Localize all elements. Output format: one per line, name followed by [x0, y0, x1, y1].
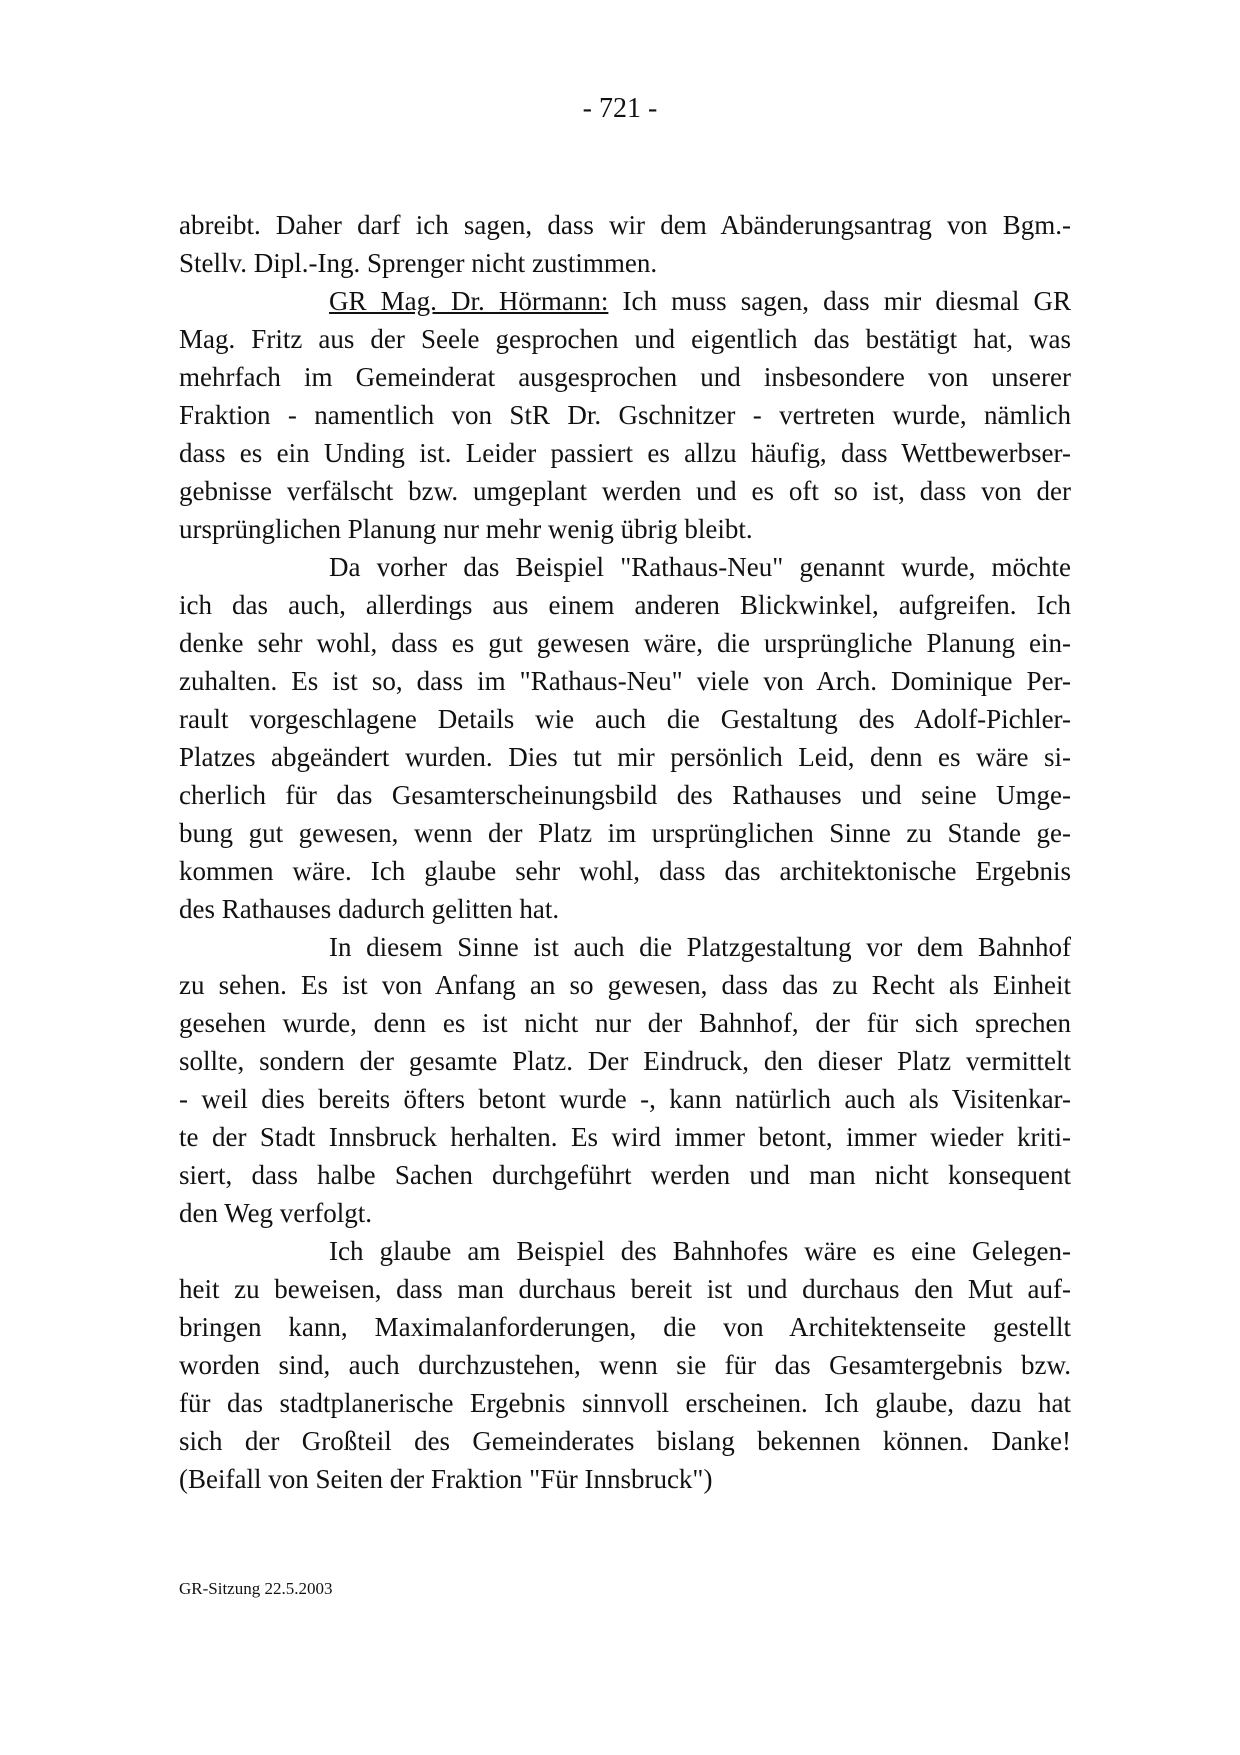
text-line: denke sehr wohl, dass es gut gewesen wäre, die ursprüngliche Planung ein- [179, 628, 1071, 658]
text-line: (Beifall von Seiten der Fraktion "Für Innsbruck") [179, 1464, 713, 1494]
speaker-line-text: Ich muss sagen, dass mir diesmal GR [608, 286, 1071, 316]
text-line: siert, dass halbe Sachen durchgeführt werden und man nicht konsequent [179, 1160, 1071, 1190]
text-line: rault vorgeschlagene Details wie auch die Gestaltung des Adolf-Pichler- [179, 704, 1071, 734]
text-line: abreibt. Daher darf ich sagen, dass wir dem Abänderungsantrag von Bgm.- [179, 210, 1071, 240]
text-line: worden sind, auch durchzustehen, wenn sie für das Gesamtergebnis bzw. [179, 1350, 1071, 1380]
paragraph [179, 928, 1071, 1232]
text-line: Fraktion - namentlich von StR Dr. Gschnitzer - vertreten wurde, nämlich [179, 400, 1071, 430]
text-line: Mag. Fritz aus der Seele gesprochen und eigentlich das bestätigt hat, was [179, 324, 1071, 354]
paragraph [179, 282, 1071, 548]
text-line: sollte, sondern der gesamte Platz. Der Eindruck, den dieser Platz vermittelt [179, 1046, 1071, 1076]
paragraph [179, 548, 1071, 928]
text-line: ich das auch, allerdings aus einem anderen Blickwinkel, aufgreifen. Ich [179, 590, 1071, 620]
text-line: gesehen wurde, denn es ist nicht nur der Bahnhof, der für sich sprechen [179, 1008, 1071, 1038]
text-line: ursprünglichen Planung nur mehr wenig übrig bleibt. [179, 514, 753, 544]
text-line: zuhalten. Es ist so, dass im "Rathaus-Neu" viele von Arch. Dominique Per- [179, 666, 1071, 696]
text-line: bung gut gewesen, wenn der Platz im ursprünglichen Sinne zu Stande ge- [179, 818, 1071, 848]
text-line: In diesem Sinne ist auch die Platzgestaltung vor dem Bahnhof [329, 932, 1071, 962]
text-line: heit zu beweisen, dass man durchaus bereit ist und durchaus den Mut auf- [179, 1274, 1071, 1304]
text-line: den Weg verfolgt. [179, 1198, 373, 1228]
text-line: Da vorher das Beispiel "Rathaus-Neu" genannt wurde, möchte [329, 552, 1071, 582]
text-line: - weil dies bereits öfters betont wurde -, kann natürlich auch als Visitenkar- [179, 1084, 1071, 1114]
text-line: des Rathauses dadurch gelitten hat. [179, 894, 560, 924]
text-line: Platzes abgeändert wurden. Dies tut mir persönlich Leid, denn es wäre si- [179, 742, 1071, 772]
text-line: mehrfach im Gemeinderat ausgesprochen und insbesondere von unserer [179, 362, 1071, 392]
paragraph [179, 1232, 1071, 1498]
speaker-name: GR Mag. Dr. Hörmann: [329, 286, 609, 316]
text-line: kommen wäre. Ich glaube sehr wohl, dass das architektonische Ergebnis [179, 856, 1071, 886]
text-line: Ich glaube am Beispiel des Bahnhofes wäre es eine Gelegen- [329, 1236, 1071, 1266]
text-line: sich der Großteil des Gemeinderates bislang bekennen können. Danke! [179, 1426, 1071, 1456]
text-line: gebnisse verfälscht bzw. umgeplant werden und es oft so ist, dass von der [179, 476, 1071, 506]
text-line: bringen kann, Maximalanforderungen, die von Architektenseite gestellt [179, 1312, 1071, 1342]
text-line: cherlich für das Gesamterscheinungsbild des Rathauses und seine Umge- [179, 780, 1071, 810]
page-number: - 721 - [582, 93, 658, 124]
text-line: te der Stadt Innsbruck herhalten. Es wird immer betont, immer wieder kriti- [179, 1122, 1071, 1152]
paragraph [179, 206, 1071, 282]
footer-session-label: GR-Sitzung 22.5.2003 [179, 1579, 333, 1598]
document-body [179, 206, 1071, 1498]
text-line: Stellv. Dipl.-Ing. Sprenger nicht zustimmen. [179, 248, 658, 278]
speaker-line [179, 282, 1071, 320]
text-line: für das stadtplanerische Ergebnis sinnvoll erscheinen. Ich glaube, dazu hat [179, 1388, 1071, 1418]
text-line: zu sehen. Es ist von Anfang an so gewesen, dass das zu Recht als Einheit [179, 970, 1071, 1000]
text-line: dass es ein Unding ist. Leider passiert es allzu häufig, dass Wettbewerbser- [179, 438, 1071, 468]
